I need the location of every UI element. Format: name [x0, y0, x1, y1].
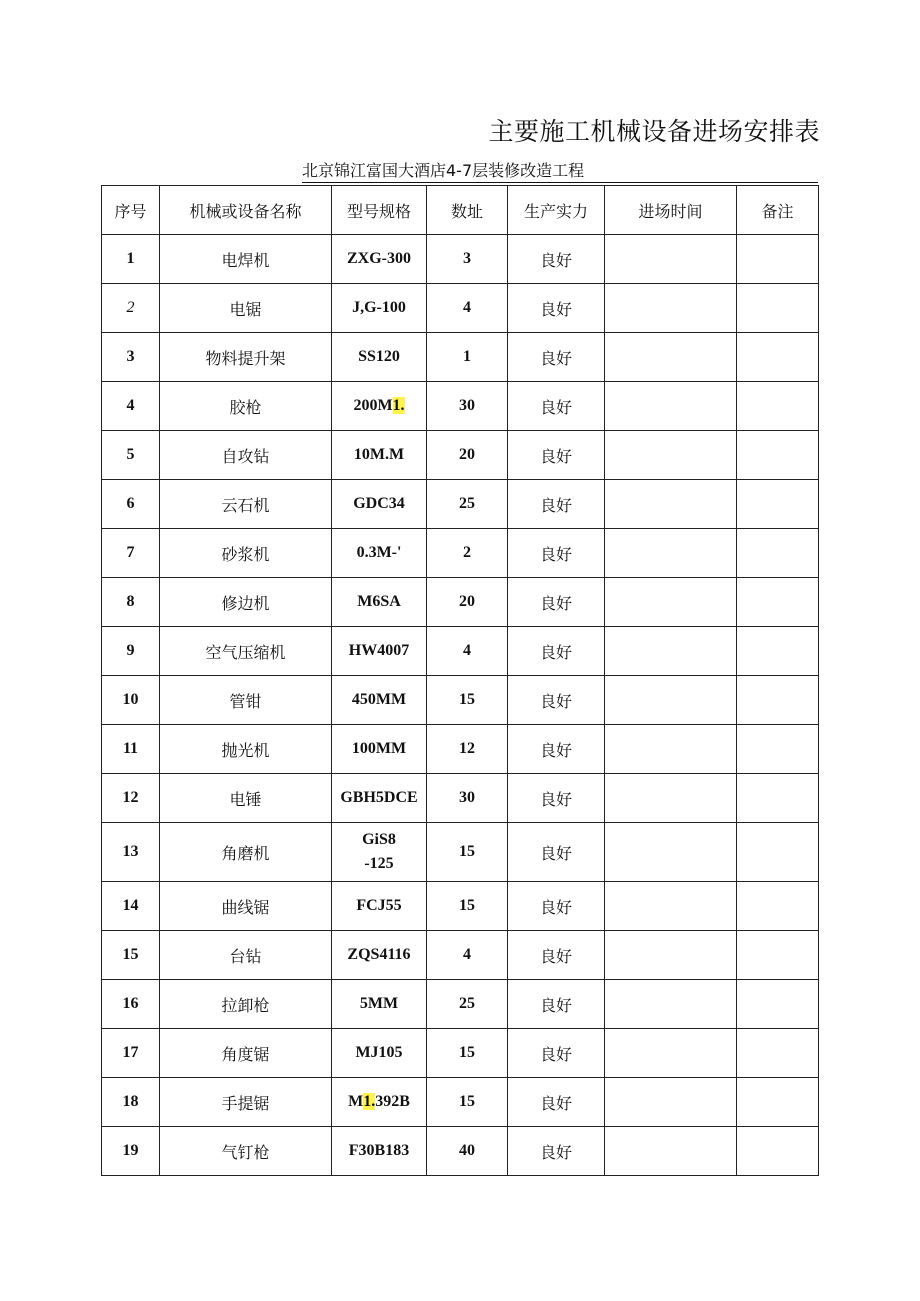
header-date: 进场时间 — [605, 186, 737, 235]
cell-status: 良好 — [508, 529, 605, 578]
cell-qty: 15 — [427, 882, 508, 931]
cell-date — [605, 480, 737, 529]
cell-date — [605, 1078, 737, 1127]
highlight-mark: 1. — [392, 397, 405, 414]
cell-name: 气钉枪 — [160, 1127, 332, 1176]
cell-model: MJ105 — [332, 1029, 427, 1078]
cell-name: 自攻钻 — [160, 431, 332, 480]
cell-name: 修边机 — [160, 578, 332, 627]
cell-model: F30B183 — [332, 1127, 427, 1176]
cell-date — [605, 725, 737, 774]
cell-qty: 4 — [427, 284, 508, 333]
cell-name: 抛光机 — [160, 725, 332, 774]
cell-status: 良好 — [508, 882, 605, 931]
highlight-mark: 1. — [363, 1093, 376, 1110]
cell-model: GBH5DCE — [332, 774, 427, 823]
cell-note — [737, 578, 819, 627]
cell-date — [605, 333, 737, 382]
cell-no: 12 — [102, 774, 160, 823]
cell-date — [605, 529, 737, 578]
header-no: 序号 — [102, 186, 160, 235]
cell-qty: 25 — [427, 980, 508, 1029]
cell-status: 良好 — [508, 980, 605, 1029]
cell-note — [737, 774, 819, 823]
cell-status: 良好 — [508, 480, 605, 529]
cell-note — [737, 1029, 819, 1078]
table-row — [102, 382, 819, 431]
cell-name: 云石机 — [160, 480, 332, 529]
cell-status: 良好 — [508, 676, 605, 725]
cell-model: 100MM — [332, 725, 427, 774]
cell-qty: 20 — [427, 578, 508, 627]
cell-date — [605, 823, 737, 882]
cell-date — [605, 931, 737, 980]
header-status: 生产实力 — [508, 186, 605, 235]
cell-name: 曲线锯 — [160, 882, 332, 931]
table-row — [102, 1078, 819, 1127]
cell-model: SS120 — [332, 333, 427, 382]
model-line-2: -125 — [364, 855, 394, 872]
cell-name: 电锤 — [160, 774, 332, 823]
cell-date — [605, 1029, 737, 1078]
cell-name: 胶枪 — [160, 382, 332, 431]
cell-name: 物料提升架 — [160, 333, 332, 382]
header-note: 备注 — [737, 186, 819, 235]
header-qty: 数址 — [427, 186, 508, 235]
cell-model: M6SA — [332, 578, 427, 627]
cell-no: 14 — [102, 882, 160, 931]
cell-qty: 15 — [427, 676, 508, 725]
cell-note — [737, 1127, 819, 1176]
cell-status: 良好 — [508, 627, 605, 676]
cell-no: 17 — [102, 1029, 160, 1078]
cell-qty: 15 — [427, 1078, 508, 1127]
table-row — [102, 676, 819, 725]
cell-note — [737, 382, 819, 431]
cell-name: 空气压缩机 — [160, 627, 332, 676]
table-row — [102, 1029, 819, 1078]
cell-qty: 15 — [427, 1029, 508, 1078]
cell-note — [737, 882, 819, 931]
cell-date — [605, 1127, 737, 1176]
table-row — [102, 980, 819, 1029]
cell-qty: 40 — [427, 1127, 508, 1176]
header-name: 机械或设备名称 — [160, 186, 332, 235]
cell-name: 手提锯 — [160, 1078, 332, 1127]
cell-name: 砂浆机 — [160, 529, 332, 578]
cell-model: HW4007 — [332, 627, 427, 676]
cell-name: 拉卸枪 — [160, 980, 332, 1029]
cell-status: 良好 — [508, 431, 605, 480]
cell-qty: 3 — [427, 235, 508, 284]
header-model: 型号规格 — [332, 186, 427, 235]
cell-qty: 30 — [427, 774, 508, 823]
cell-model: M1.392B — [332, 1078, 427, 1127]
table-row — [102, 529, 819, 578]
cell-model: FCJ55 — [332, 882, 427, 931]
cell-status: 良好 — [508, 931, 605, 980]
cell-no: 15 — [102, 931, 160, 980]
table-row — [102, 1127, 819, 1176]
cell-no: 3 — [102, 333, 160, 382]
cell-date — [605, 284, 737, 333]
cell-no: 16 — [102, 980, 160, 1029]
table-row — [102, 333, 819, 382]
cell-status: 良好 — [508, 1078, 605, 1127]
cell-note — [737, 529, 819, 578]
cell-note — [737, 284, 819, 333]
cell-status: 良好 — [508, 725, 605, 774]
cell-date — [605, 431, 737, 480]
cell-date — [605, 235, 737, 284]
cell-date — [605, 578, 737, 627]
cell-no: 2 — [102, 284, 160, 333]
table-row — [102, 578, 819, 627]
cell-status: 良好 — [508, 333, 605, 382]
table-row — [102, 725, 819, 774]
model-line-1: GiS8 — [362, 831, 396, 848]
cell-no: 8 — [102, 578, 160, 627]
cell-name: 电焊机 — [160, 235, 332, 284]
project-line — [302, 160, 818, 183]
table-row — [102, 774, 819, 823]
cell-note — [737, 980, 819, 1029]
cell-model — [332, 823, 427, 882]
cell-note — [737, 333, 819, 382]
cell-status: 良好 — [508, 774, 605, 823]
cell-date — [605, 627, 737, 676]
cell-no: 13 — [102, 823, 160, 882]
cell-qty: 2 — [427, 529, 508, 578]
cell-date — [605, 382, 737, 431]
cell-no: 19 — [102, 1127, 160, 1176]
cell-name: 电锯 — [160, 284, 332, 333]
cell-qty: 4 — [427, 931, 508, 980]
cell-no: 5 — [102, 431, 160, 480]
cell-no: 6 — [102, 480, 160, 529]
cell-qty: 30 — [427, 382, 508, 431]
cell-model: ZQS4116 — [332, 931, 427, 980]
table-row — [102, 823, 819, 882]
cell-status: 良好 — [508, 578, 605, 627]
table-row — [102, 431, 819, 480]
cell-model: ZXG-300 — [332, 235, 427, 284]
cell-qty: 20 — [427, 431, 508, 480]
cell-qty: 15 — [427, 823, 508, 882]
cell-name: 台钻 — [160, 931, 332, 980]
cell-no: 18 — [102, 1078, 160, 1127]
cell-date — [605, 774, 737, 823]
cell-date — [605, 676, 737, 725]
cell-model: 200M1. — [332, 382, 427, 431]
cell-note — [737, 627, 819, 676]
table-row — [102, 235, 819, 284]
cell-status: 良好 — [508, 235, 605, 284]
cell-note — [737, 235, 819, 284]
cell-status: 良好 — [508, 284, 605, 333]
cell-note — [737, 1078, 819, 1127]
cell-no: 4 — [102, 382, 160, 431]
table-row — [102, 480, 819, 529]
cell-no: 10 — [102, 676, 160, 725]
cell-qty: 25 — [427, 480, 508, 529]
cell-note — [737, 480, 819, 529]
cell-qty: 12 — [427, 725, 508, 774]
equipment-table — [101, 185, 819, 1176]
table-row — [102, 931, 819, 980]
cell-qty: 4 — [427, 627, 508, 676]
cell-note — [737, 823, 819, 882]
cell-name: 角度锯 — [160, 1029, 332, 1078]
table-row — [102, 627, 819, 676]
cell-qty: 1 — [427, 333, 508, 382]
cell-note — [737, 725, 819, 774]
cell-model: 450MM — [332, 676, 427, 725]
cell-no: 7 — [102, 529, 160, 578]
cell-status: 良好 — [508, 1127, 605, 1176]
cell-name: 管钳 — [160, 676, 332, 725]
header-row — [102, 186, 819, 235]
cell-model: 10M.M — [332, 431, 427, 480]
cell-status: 良好 — [508, 823, 605, 882]
cell-name: 角磨机 — [160, 823, 332, 882]
cell-model: GDC34 — [332, 480, 427, 529]
cell-note — [737, 676, 819, 725]
cell-no: 9 — [102, 627, 160, 676]
document-title: 主要施工机械设备进场安排表 — [488, 117, 820, 146]
cell-no: 11 — [102, 725, 160, 774]
table-row — [102, 284, 819, 333]
cell-model: J,G-100 — [332, 284, 427, 333]
cell-model: 0.3M-' — [332, 529, 427, 578]
cell-status: 良好 — [508, 1029, 605, 1078]
cell-no: 1 — [102, 235, 160, 284]
cell-note — [737, 931, 819, 980]
cell-date — [605, 882, 737, 931]
cell-date — [605, 980, 737, 1029]
cell-status: 良好 — [508, 382, 605, 431]
table-row — [102, 882, 819, 931]
cell-note — [737, 431, 819, 480]
cell-model: 5MM — [332, 980, 427, 1029]
project-name: 北京锦江富国大酒店4-7层装修改造工程 — [302, 161, 585, 180]
